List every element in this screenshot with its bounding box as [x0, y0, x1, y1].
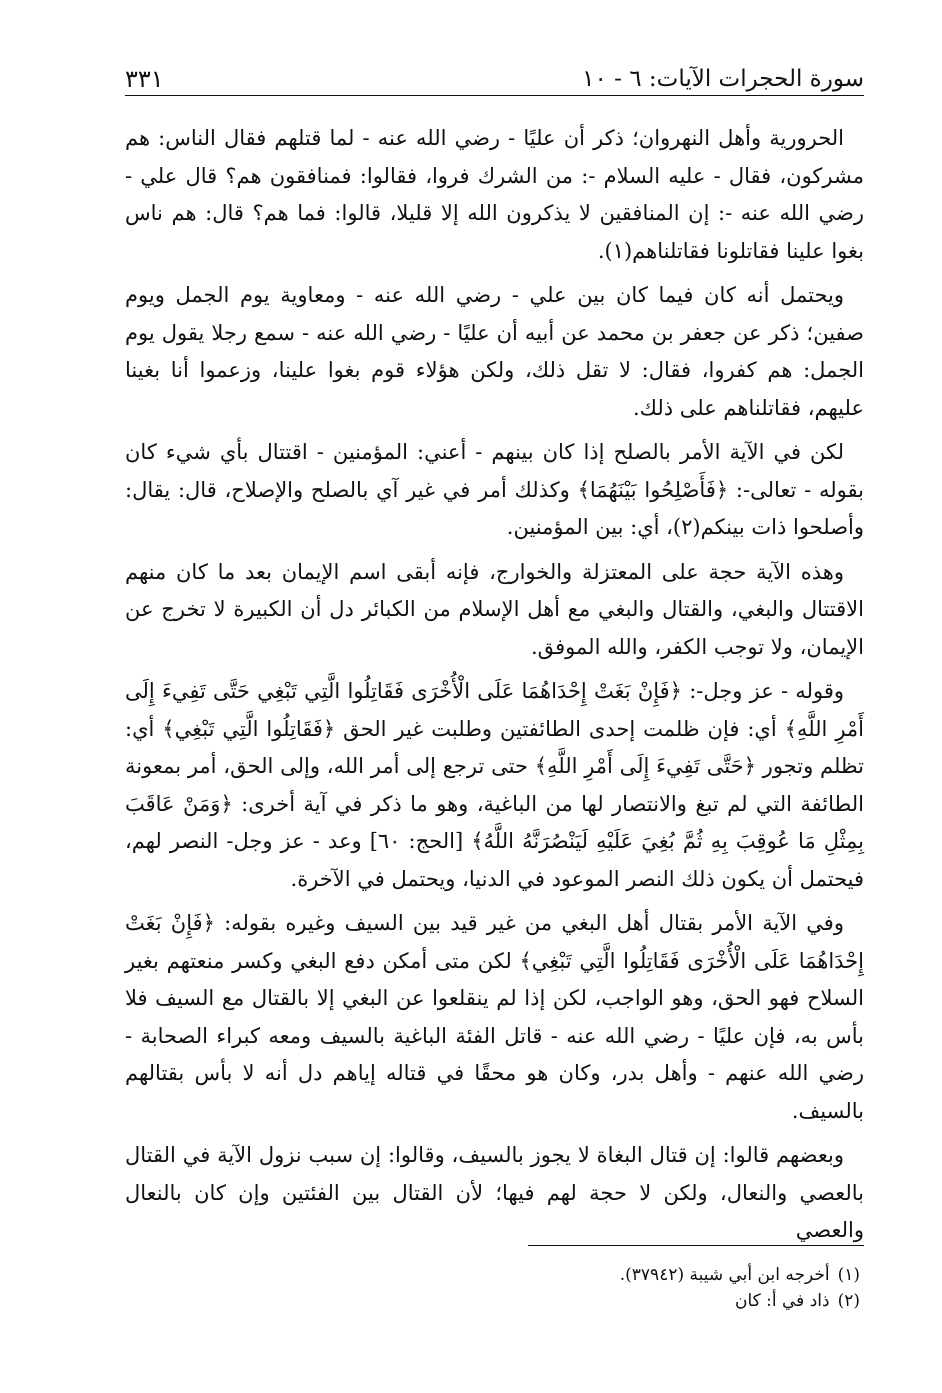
footnote-text: أخرجه ابن أبي شيبة (٣٧٩٤٢). [619, 1265, 830, 1285]
paragraph: لكن في الآية الأمر بالصلح إذا كان بينهم - أعني: المؤمنين - اقتتال بأي شيء كان بقوله - تعالى-: ﴿فَأَصْلِحُوا بَيْنَهُمَا﴾ وكذلك أمر في غير آي بالصلح والإصلاح، قال: يقال: وأصلحوا ذات بينكم(٢)، أي: بين المؤمنين. [125, 440, 864, 539]
paragraph: وبعضهم قالوا: إن قتال البغاة لا يجوز بالسيف، وقالوا: إن سبب نزول الآية في القتال بالعصي والنعال، ولكن لا حجة لهم فيها؛ لأن القتال بين الفئتين وإن كان بالنعال والعصي [125, 1143, 864, 1242]
footnote-2 [300, 1288, 860, 1314]
main-text [125, 120, 864, 1257]
footnote-1 [300, 1262, 860, 1288]
footnote-marker: (٢) [837, 1291, 860, 1311]
running-header [125, 52, 864, 96]
paragraph: ويحتمل أنه كان فيما كان بين علي - رضي الله عنه - ومعاوية يوم الجمل ويوم صفين؛ ذكر عن جعفر بن محمد عن أبيه أن عليًا - رضي الله عنه - سمع رجلا يقول يوم الجمل: هم كفروا، فقال: لا تقل ذلك، ولكن هؤلاء قوم بغوا علينا، وزعموا أنا بغينا عليهم، فقاتلناهم على ذلك. [125, 283, 864, 420]
page-number: ٣٣١ [125, 65, 164, 93]
surah-title: سورة الحجرات الآيات: ٦ - ١٠ [582, 66, 864, 92]
footnote-divider [528, 1245, 864, 1246]
footnote-marker: (١) [837, 1265, 860, 1285]
paragraph: وفي الآية الأمر بقتال أهل البغي من غير قيد بين السيف وغيره بقوله: ﴿فَإِنْ بَغَتْ إِحْدَاهُمَا عَلَى الْأُخْرَى فَقَاتِلُوا الَّتِي تَبْغِي﴾ لكن متى أمكن دفع البغي وكسر منعتهم بغير السلاح فهو الحق، وهو الواجب، لكن إذا لم ينقلعوا عن البغي إلا بالقتال مع السيف فلا بأس به، فإن عليًا - رضي الله عنه - قاتل الفئة الباغية بالسيف ومعه كبراء الصحابة - رضي الله عنهم - وأهل بدر، وكان هو محقًا في قتاله إياهم دل أنه لا بأس بقتالهم بالسيف. [125, 911, 864, 1123]
paragraph: وقوله - عز وجل-: ﴿فَإِنْ بَغَتْ إِحْدَاهُمَا عَلَى الْأُخْرَى فَقَاتِلُوا الَّتِي تَبْغِي حَتَّى تَفِيءَ إِلَى أَمْرِ اللَّهِ﴾ أي: فإن ظلمت إحدى الطائفتين وطلبت غير الحق ﴿فَقَاتِلُوا الَّتِي تَبْغِي﴾ أي: تظلم وتجور ﴿حَتَّى تَفِيءَ إِلَى أَمْرِ اللَّهِ﴾ حتى ترجع إلى أمر الله، وإلى الحق، أمر بمعونة الطائفة التي لم تبغ والانتصار لها من الباغية، وهو ما ذكر في آية أخرى: ﴿وَمَنْ عَاقَبَ بِمِثْلِ مَا عُوقِبَ بِهِ ثُمَّ بُغِيَ عَلَيْهِ لَيَنْصُرَنَّهُ اللَّهُ﴾ [الحج: ٦٠] وعد - عز وجل- النصر لهم، فيحتمل أن يكون ذلك النصر الموعود في الدنيا، ويحتمل في الآخرة. [125, 679, 864, 891]
paragraph: الحرورية وأهل النهروان؛ ذكر أن عليًا - رضي الله عنه - لما قتلهم فقال الناس: هم مشركون، فقال - عليه السلام -: من الشرك فروا، فقالوا: فمنافقون هم؟ قال علي - رضي الله عنه -: إن المنافقين لا يذكرون الله إلا قليلا، قالوا: فما هم؟ قال: هم ناس بغوا علينا فقاتلونا فقاتلناهم(١). [125, 126, 864, 263]
footnotes [300, 1262, 860, 1314]
footnote-text: ذاد في أ: كان [734, 1291, 830, 1311]
paragraph: وهذه الآية حجة على المعتزلة والخوارج، فإنه أبقى اسم الإيمان بعد ما كان منهم الاقتتال والبغي، والقتال والبغي مع أهل الإسلام من الكبائر دل أن الكبيرة لا تخرج عن الإيمان، ولا توجب الكفر، والله الموفق. [125, 559, 864, 659]
